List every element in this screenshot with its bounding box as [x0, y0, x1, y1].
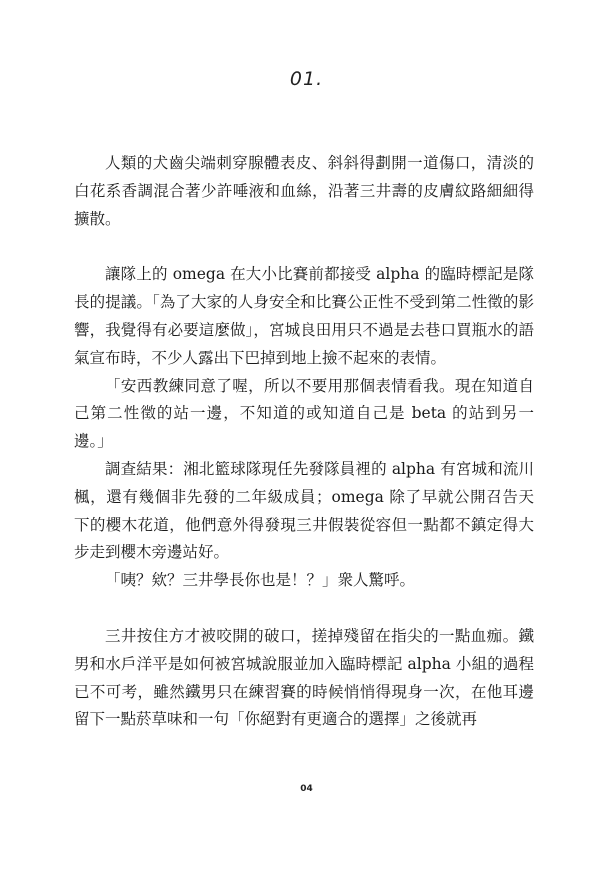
paragraph: 讓隊上的 omega 在大小比賽前都接受 alpha 的臨時標記是隊長的提議。「為了大家的人身安全和比賽公正性不受到第二性徵的影響，我覺得有必要這麼做」，宮城良田用只不過是去巷口買瓶水的語氣宣布時，不少人露出下巴掉到地上撿不起來的表情。	[74, 265, 534, 367]
chapter-title: 01.	[289, 68, 324, 90]
body-text	[74, 150, 534, 734]
paragraph: 人類的犬齒尖端刺穿腺體表皮、斜斜得劃開一道傷口，清淡的白花系香調混合著少許唾液和血絲，沿著三井壽的皮膚紋路細細得擴散。	[74, 154, 534, 228]
paragraph: 「安西教練同意了喔，所以不要用那個表情看我。現在知道自己第二性徵的站一邊，不知道的或知道自己是 beta 的站到另一邊。」	[74, 376, 534, 451]
paragraph: 調查結果：湘北籃球隊現任先發隊員裡的 alpha 有宮城和流川楓，還有幾個非先發的二年級成員；omega 除了早就公開召告天下的櫻木花道，他們意外得發現三井假裝從容但一點都不鎮定得大步走到櫻木旁邊站好。	[74, 459, 534, 562]
paragraph: 三井按住方才被咬開的破口，搓掉殘留在指尖的一點血痂。鐵男和水戶洋平是如何被宮城說服並加入臨時標記 alpha 小組的過程已不可考，雖然鐵男只在練習賽的時候悄悄得現身一次，在他耳邊留下一點菸草味和一句「你絕對有更適合的選擇」之後就再	[74, 626, 534, 729]
paragraph: 「咦？欸？三井學長你也是！？」衆人驚呼。	[105, 571, 416, 590]
page-number: 04	[300, 784, 313, 794]
